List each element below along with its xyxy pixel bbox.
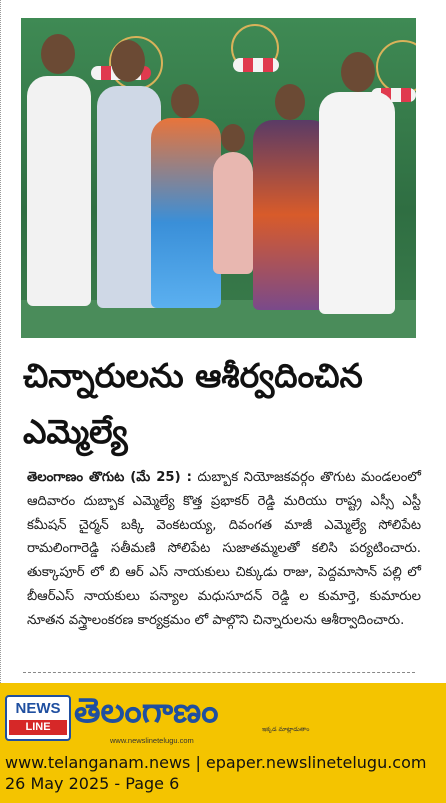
decor-ring <box>376 40 416 94</box>
person-6 <box>319 92 395 314</box>
headline: చిన్నారులను ఆశీర్వదించిన ఎమ్మెల్యే <box>23 356 363 451</box>
divider <box>23 672 415 673</box>
person-3 <box>151 118 221 308</box>
person-1 <box>27 76 91 306</box>
masthead-logo: తెలంగాణం <box>74 691 219 731</box>
logo-news-text: NEWS <box>15 700 61 717</box>
footer-websites: www.telanganam.news | epaper.newslinetelugu.com <box>5 753 427 772</box>
article-body <box>27 466 421 633</box>
masthead-url: www.newslinetelugu.com <box>110 736 194 745</box>
article-dateline: తెలంగాణం తొగుట (మే 25) : <box>27 470 192 485</box>
person-head <box>275 84 305 120</box>
footer-banner <box>0 683 446 803</box>
decor-flowers <box>233 58 279 72</box>
newsline-logo <box>5 695 71 741</box>
person-head <box>41 34 75 74</box>
person-head <box>221 124 245 152</box>
event-photo <box>21 18 416 338</box>
footer-date-page: 26 May 2025 - Page 6 <box>5 774 180 793</box>
logo-line-text: LINE <box>9 720 67 735</box>
article-text: దుబ్బాక నియోజకవర్గం తొగుట మండలంలో ఆదివారం దుబ్బాక ఎమ్మెల్యే కొత్త ప్రభాకర్ రెడ్డి మరియు రాష్ట్ర ఎస్సీ ఎస్టీ కమీషన్ చైర్మన్ బక్కి వెంకటయ్య, దివంగత మాజీ ఎమ్మెల్యే సోలిపేట రామలింగారెడ్డి సతీమణి సోలిపేట సుజాతమ్మలతో కలిసి పర్యటించారు. తుక్కాపూర్ లో బి ఆర్ ఎస్ నాయకులు చిక్కుడు రాజు, పెద్దమాసాన్ పల్లి లో బీఆర్ఎస్ నాయకులు పన్యాల మధుసూదన్ రెడ్డి ల కుమార్తె, కుమారుల నూతన వస్త్రాలంకరణ కార్యక్రమం లో పాల్గొని చిన్నారులను ఆశీర్వాదించారు. <box>27 470 421 628</box>
person-head <box>111 40 145 82</box>
person-head <box>171 84 199 118</box>
person-4 <box>213 152 253 274</box>
masthead-tagline: ఇక్కడ మాట్లాడుతాం <box>262 726 310 733</box>
person-head <box>341 52 375 92</box>
